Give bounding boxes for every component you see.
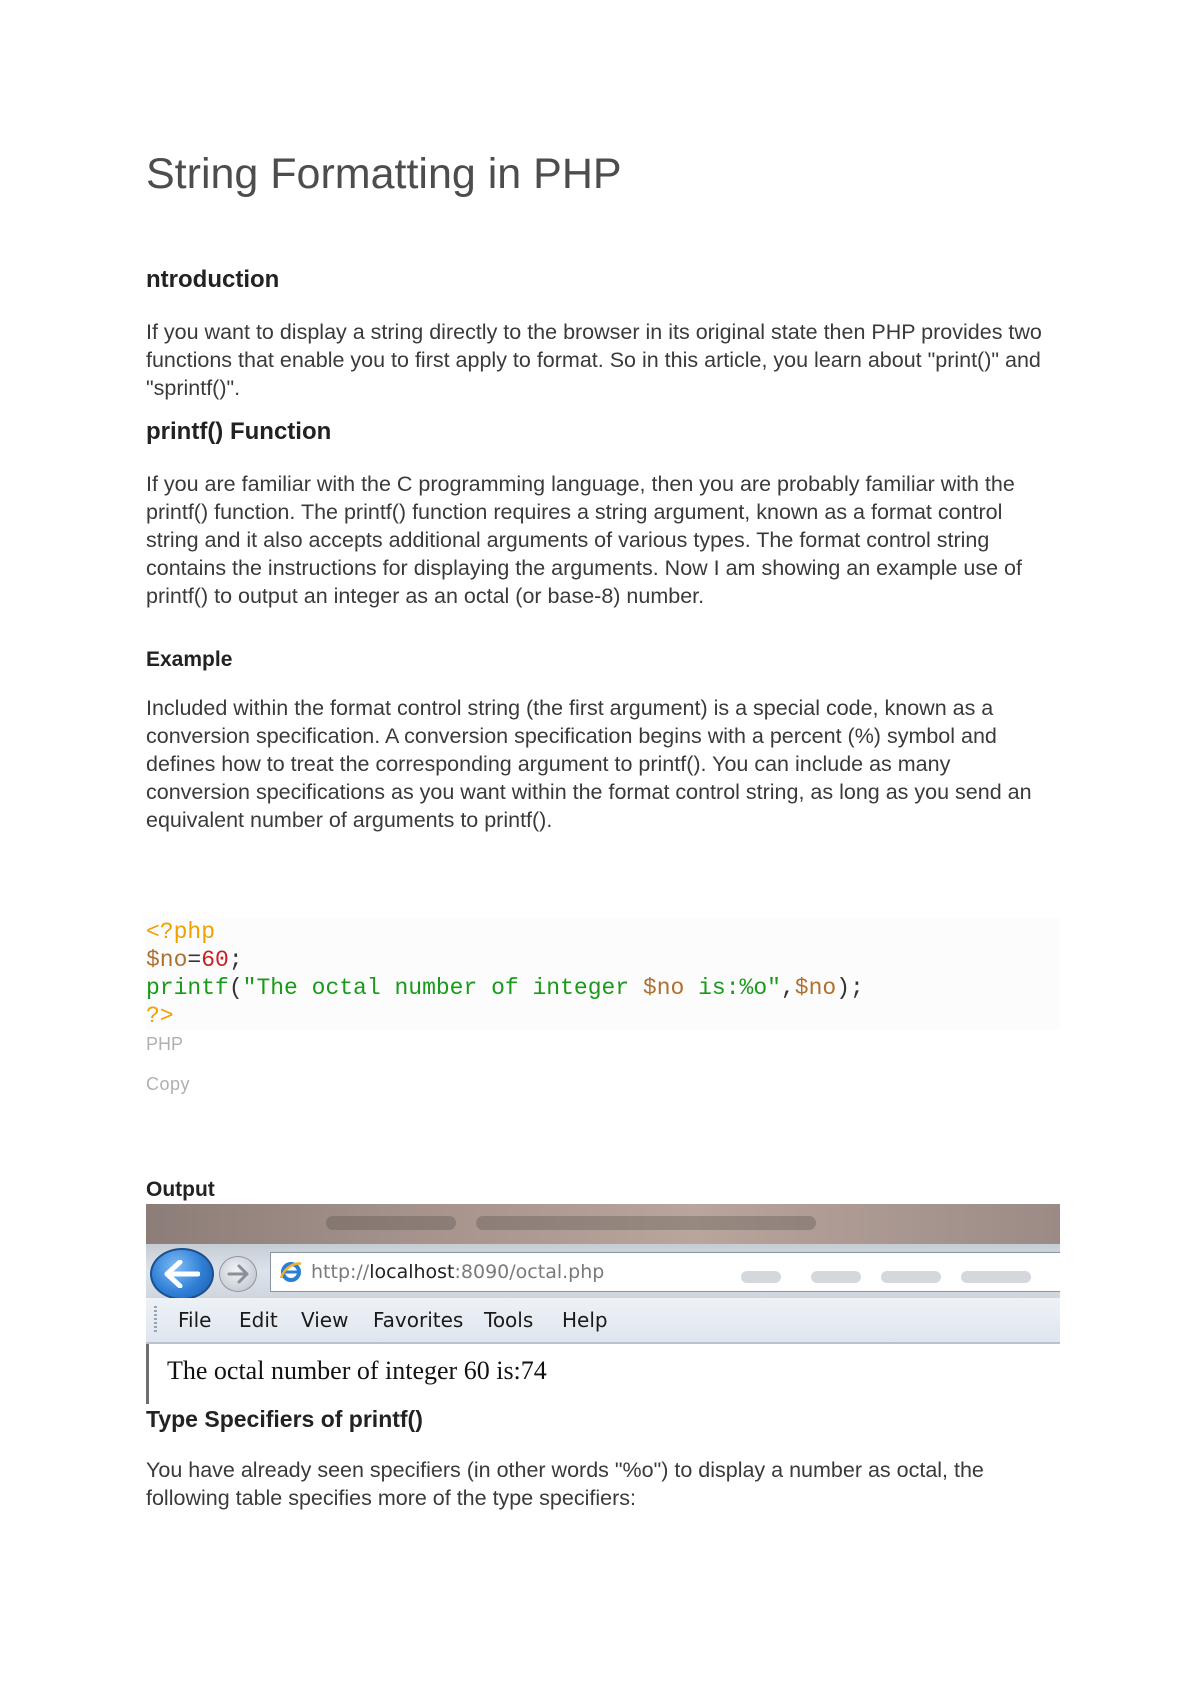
- output-text: The octal number of integer 60 is:74: [167, 1356, 547, 1385]
- code-line-2: [146, 946, 1060, 974]
- url-prefix: http://: [311, 1261, 370, 1283]
- blurred-text: [881, 1271, 941, 1283]
- output-heading: Output: [146, 1178, 215, 1201]
- back-button[interactable]: [150, 1248, 214, 1300]
- menu-favorites[interactable]: Favorites: [373, 1308, 464, 1332]
- code-token: (: [228, 975, 243, 1001]
- introduction-text: If you want to display a string directly to the browser in its original state then PHP provides two functions that enable you to first apply to format. So in this article, you learn about "print()" and "sprintf()".: [146, 320, 1042, 400]
- browser-menubar: [146, 1298, 1060, 1344]
- back-arrow-icon: [164, 1260, 200, 1288]
- menu-file[interactable]: File: [178, 1308, 212, 1332]
- browser-titlebar: [146, 1204, 1060, 1244]
- blurred-text: [811, 1271, 861, 1283]
- blurred-text: [326, 1216, 456, 1230]
- example-heading: Example: [146, 648, 233, 671]
- code-token: printf: [146, 975, 229, 1001]
- menu-help[interactable]: Help: [562, 1308, 608, 1332]
- output-screenshot: [146, 1204, 1060, 1404]
- browser-content: [146, 1344, 1060, 1404]
- specifiers-heading: Type Specifiers of printf(): [146, 1406, 423, 1432]
- menu-edit[interactable]: Edit: [239, 1308, 278, 1332]
- forward-button[interactable]: [219, 1256, 257, 1292]
- code-line-3: [146, 974, 1060, 1002]
- code-token: $no: [794, 975, 837, 1001]
- specifiers-text: You have already seen specifiers (in other words "%o") to display a number as octal, the following table specifies more of the type specifiers:: [146, 1458, 984, 1510]
- code-close-tag: ?>: [146, 1003, 174, 1029]
- code-token: 60: [201, 947, 229, 973]
- code-line-4: [146, 1002, 1060, 1030]
- code-language-label: PHP: [146, 1034, 184, 1054]
- code-token: ;: [228, 947, 243, 973]
- code-token: "The octal number of integer: [242, 975, 643, 1001]
- address-bar[interactable]: [270, 1252, 1060, 1292]
- menu-tools[interactable]: Tools: [484, 1308, 534, 1332]
- toolbar-grip: [154, 1306, 157, 1334]
- code-token: $no: [146, 947, 188, 973]
- url-path: :8090/octal.php: [454, 1261, 605, 1283]
- url-host: localhost: [369, 1261, 455, 1283]
- example-text: Included within the format control string (the first argument) is a special code, known as a conversion specification. A conversion specification begins with a percent (%) symbol and defines how to treat the corresponding argument to printf(). You can include as many conversion specifications as you want within the format control string, as long as you send an equivalent number of arguments to printf().: [146, 696, 1032, 832]
- blurred-text: [961, 1271, 1031, 1283]
- blurred-text: [476, 1216, 816, 1230]
- printf-heading: printf() Function: [146, 418, 332, 445]
- address-url[interactable]: [311, 1261, 604, 1283]
- code-token: is:%o": [684, 975, 781, 1001]
- code-block: [146, 918, 1060, 1030]
- forward-arrow-icon: [227, 1264, 249, 1284]
- code-token: =: [187, 947, 202, 973]
- browser-navbar: [146, 1244, 1060, 1298]
- menu-view[interactable]: View: [301, 1308, 349, 1332]
- copy-code-button[interactable]: Copy: [146, 1074, 191, 1094]
- code-token: $no: [642, 975, 685, 1001]
- code-token: ,: [780, 975, 795, 1001]
- blurred-text: [741, 1271, 781, 1283]
- internet-explorer-icon: [279, 1260, 303, 1284]
- code-open-tag: <?php: [146, 919, 216, 945]
- code-token: );: [836, 975, 864, 1001]
- printf-text: If you are familiar with the C programming language, then you are probably familiar with the printf() function. The printf() function requires a string argument, known as a format control string and it also accepts additional arguments of various types. The format control string contains the instructions for displaying the arguments. Now I am showing an example use of printf() to output an integer as an octal (or base-8) number.: [146, 472, 1022, 608]
- page-title: String Formatting in PHP: [146, 150, 622, 198]
- code-line-1: [146, 918, 1060, 946]
- introduction-heading: ntroduction: [146, 266, 280, 293]
